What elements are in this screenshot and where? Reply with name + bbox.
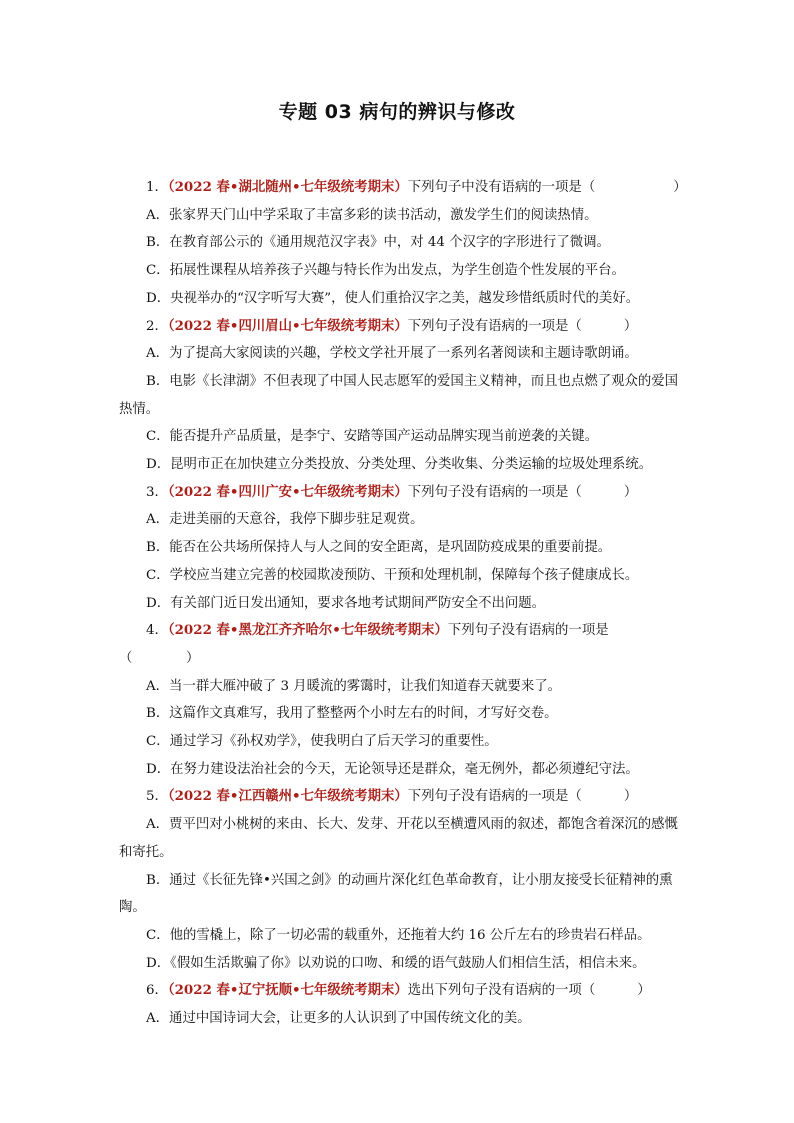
question-source: （2022 春•四川眉山•七年级统考期末）: [167, 317, 408, 334]
option-5b: B．通过《长征先锋•兴国之剑》的动画片深化红色革命教育，让小朋友接受长征精神的熏陶。: [119, 872, 673, 916]
question-stem: 下列句子没有语病的一项是（: [407, 318, 582, 334]
question-5-stem: [119, 783, 679, 811]
option-3d: D．有关部门近日发出通知，要求各地考试期间严防安全不出问题。: [146, 595, 546, 611]
question-4-stem: [119, 617, 679, 645]
option-4a: A．当一群大雁冲破了 3 月暖流的雾霭时，让我们知道春天就要来了。: [146, 678, 562, 694]
option-1a: A．张家界天门山中学采取了丰富多彩的读书活动，激发学生们的阅读热情。: [146, 207, 598, 223]
option-3a: A．走进美丽的天意谷，我停下脚步驻足观赏。: [146, 512, 424, 528]
question-stem-close: ）: [623, 318, 638, 334]
question-3-stem: [119, 479, 679, 507]
option-2a: A．为了提高大家阅读的兴趣，学校文学社开展了一系列名著阅读和主题诗歌朗诵。: [146, 346, 638, 362]
option-2c: C．能否提升产品质量，是李宁、安踏等国产运动品牌实现当前逆袭的关键。: [146, 429, 599, 445]
question-6-stem: [119, 977, 679, 1005]
option-5d: D．《假如生活欺骗了你》以劝说的口吻、和缓的语气鼓励人们相信生活，相信未来。: [146, 955, 646, 971]
question-stem: 下列句子没有语病的一项是（: [407, 789, 582, 805]
question-number: 5．: [146, 789, 168, 805]
option-5a: A．贾平凹对小桃树的来由、长大、发芽、开花以至横遭风雨的叙述，都饱含着深沉的感慨和寄托。: [119, 817, 678, 860]
question-number: 6．: [146, 983, 168, 999]
question-stem-close: ）: [623, 484, 638, 500]
question-list: [119, 174, 687, 1033]
option-4c: C．通过学习《孙权劝学》，使我明白了后天学习的重要性。: [146, 734, 498, 750]
option-3c: C．学校应当建立完善的校园欺凌预防、干预和处理机制，保障每个孩子健康成长。: [146, 567, 639, 583]
question-stem-close: ）: [637, 983, 651, 999]
option-4d: D．在努力建设法治社会的今天，无论领导还是群众，毫无例外，都必须遵纪守法。: [146, 761, 639, 777]
question-stem: 下列句子中没有语病的一项是（: [407, 180, 596, 195]
option-1d: D．央视举办的“汉字听写大赛”，使人们重拾汉字之美，越发珍惜纸质时代的美好。: [146, 290, 640, 306]
question-source: （2022 春•四川广安•七年级统考期末）: [167, 483, 408, 500]
question-source: （2022 春•黑龙江齐齐哈尔•七年级统考期末）: [167, 622, 448, 639]
question-number: 4．: [146, 623, 168, 639]
page-title: 专题 03 病句的辨识与修改: [278, 101, 516, 123]
option-5c: C．他的雪橇上，除了一切必需的载重外，还拖着大约 16 公斤左右的珍贵岩石样品。: [146, 927, 651, 943]
question-number: 2．: [146, 318, 168, 334]
option-1c: C．拓展性课程从培养孩子兴趣与特长作为出发点，为学生创造个性发展的平台。: [146, 263, 625, 279]
question-number: 3．: [146, 484, 168, 500]
question-number: 1．: [146, 180, 168, 195]
option-6a: A．通过中国诗词大会，让更多的人认识到了中国传统文化的美。: [146, 1011, 531, 1027]
option-2b: B．电影《长津湖》不但表现了中国人民志愿军的爱国主义精神，而且也点燃了观众的爱国热情。: [119, 373, 679, 417]
question-source: （2022 春•辽宁抚顺•七年级统考期末）: [167, 982, 408, 999]
question-4-blank-line: （ ）: [119, 650, 200, 666]
question-stem: 下列句子没有语病的一项是（: [407, 484, 582, 500]
question-stem-close: ）: [673, 180, 687, 195]
question-source: （2022 春•湖北随州•七年级统考期末）: [167, 179, 408, 195]
option-2d: D．昆明市正在加快建立分类投放、分类处理、分类收集、分类运输的垃圾处理系统。: [146, 457, 653, 473]
option-4b: B．这篇作文真难写，我用了整整两个小时左右的时间，才写好交卷。: [146, 706, 558, 722]
question-stem: 下列句子没有语病的一项是: [447, 623, 609, 639]
question-2-stem: [119, 313, 679, 341]
question-source: （2022 春•江西赣州•七年级统考期末）: [167, 788, 408, 805]
question-1-stem: [119, 174, 687, 202]
question-stem: 选出下列句子没有语病的一项（: [407, 983, 596, 999]
option-1b: B．在教育部公示的《通用规范汉字表》中，对 44 个汉字的字形进行了微调。: [146, 235, 610, 251]
option-3b: B．能否在公共场所保持人与人之间的安全距离，是巩固防疫成果的重要前提。: [146, 540, 612, 556]
question-stem-close: ）: [623, 789, 638, 805]
